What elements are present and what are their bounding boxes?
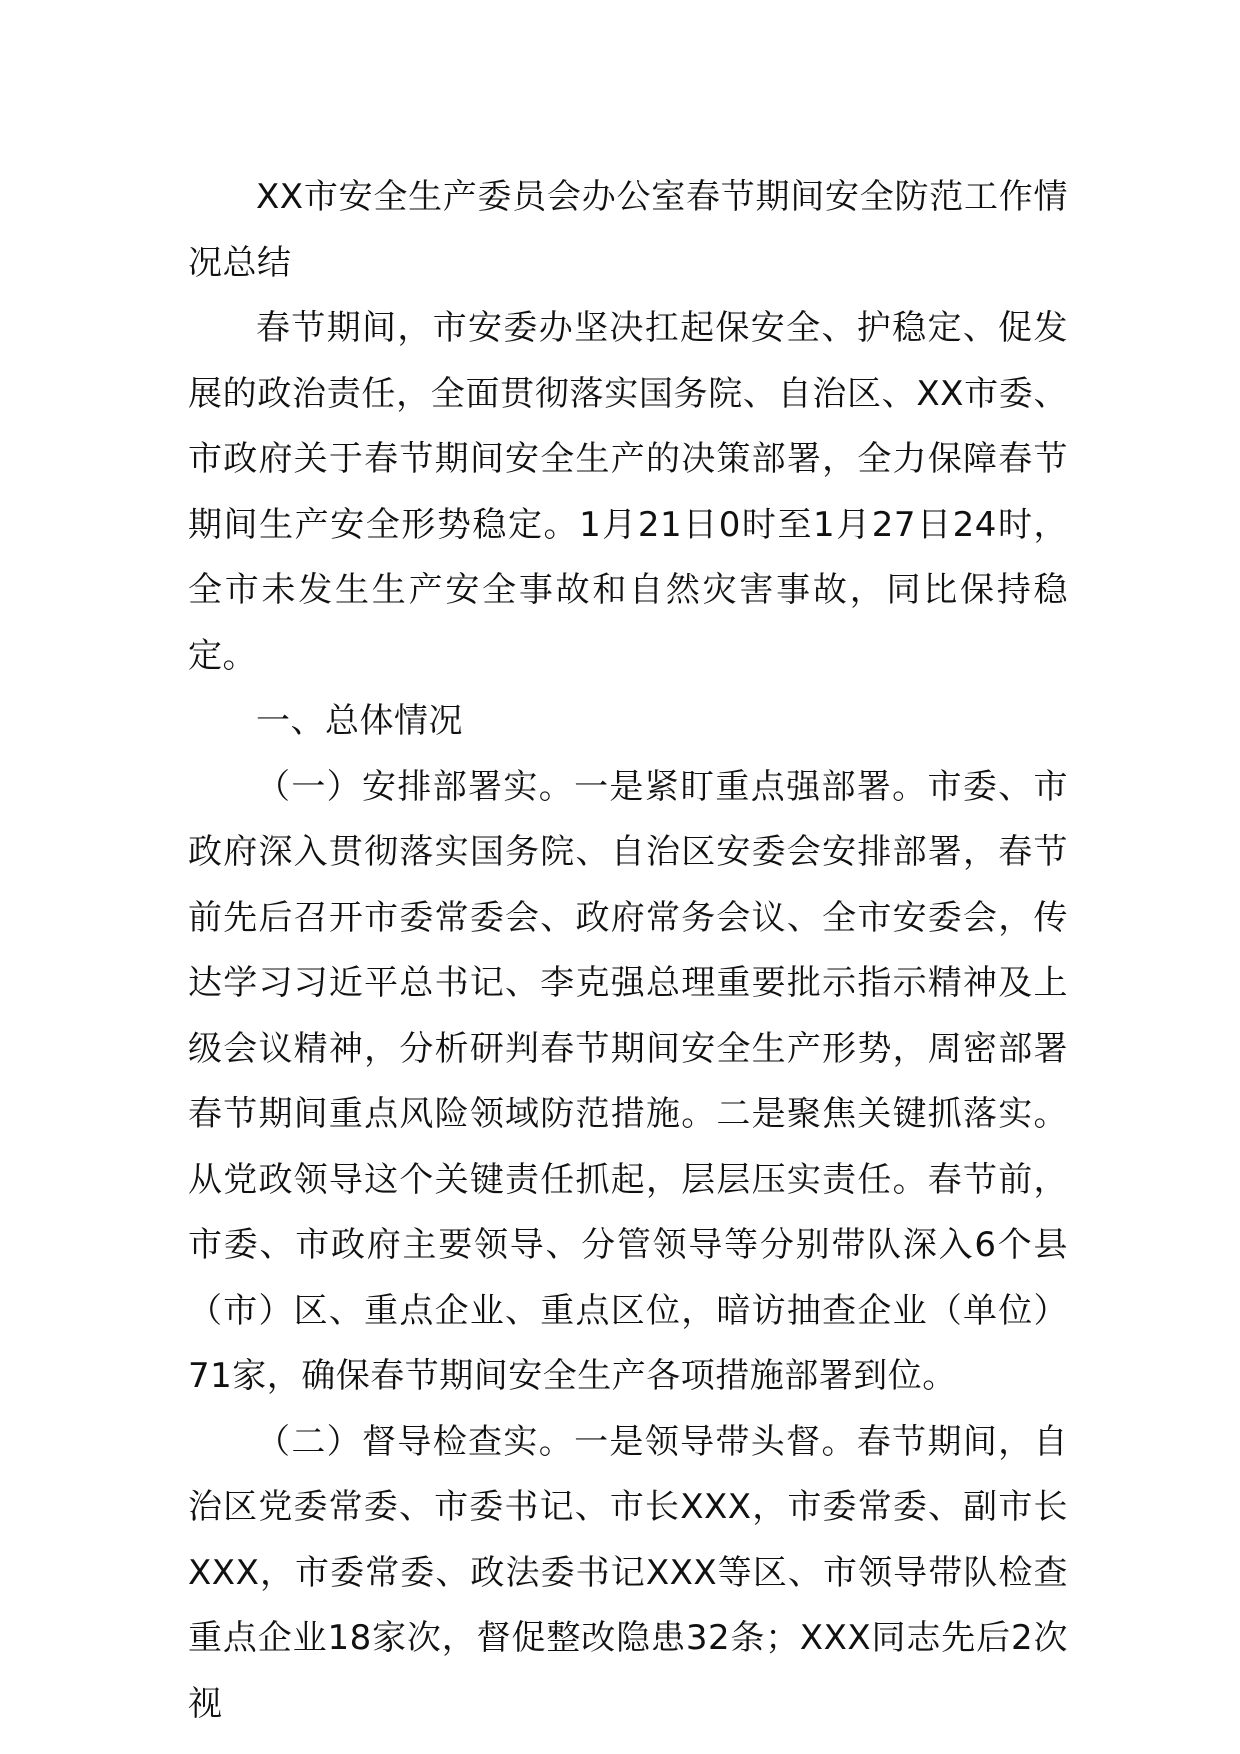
paragraph-inspection: （二）督导检查实。一是领导带头督。春节期间，自治区党委常委、市委书记、市长XXX，市委常委、副市长XXX，市委常委、政法委书记XXX等区、市领导带队检查重点企业18家次，督促整改隐患32条；XXX同志先后2次视	[188, 1421, 1068, 1724]
section-heading-overview: 一、总体情况	[256, 701, 463, 741]
document-title: XX市安全生产委员会办公室春节期间安全防范工作情况总结	[188, 177, 1068, 283]
paragraph-deployment: （一）安排部署实。一是紧盯重点强部署。市委、市政府深入贯彻落实国务院、自治区安委会安排部署，春节前先后召开市委常委会、政府常务会议、全市安委会，传达学习习近平总书记、李克强总理重要批示指示精神及上级会议精神，分析研判春节期间安全生产形势，周密部署春节期间重点风险领域防范措施。二是聚焦关键抓落实。从党政领导这个关键责任抓起，层层压实责任。春节前，市委、市政府主要领导、分管领导等分别带队深入6个县（市）区、重点企业、重点区位，暗访抽查企业（单位）71家，确保春节期间安全生产各项措施部署到位。	[188, 766, 1068, 1396]
paragraph-intro: 春节期间，市安委办坚决扛起保安全、护稳定、促发展的政治责任，全面贯彻落实国务院、自治区、XX市委、市政府关于春节期间安全生产的决策部署，全力保障春节期间生产安全形势稳定。1月21日0时至1月27日24时，全市未发生生产安全事故和自然灾害事故，同比保持稳定。	[188, 308, 1068, 676]
document-page	[188, 165, 1068, 1737]
